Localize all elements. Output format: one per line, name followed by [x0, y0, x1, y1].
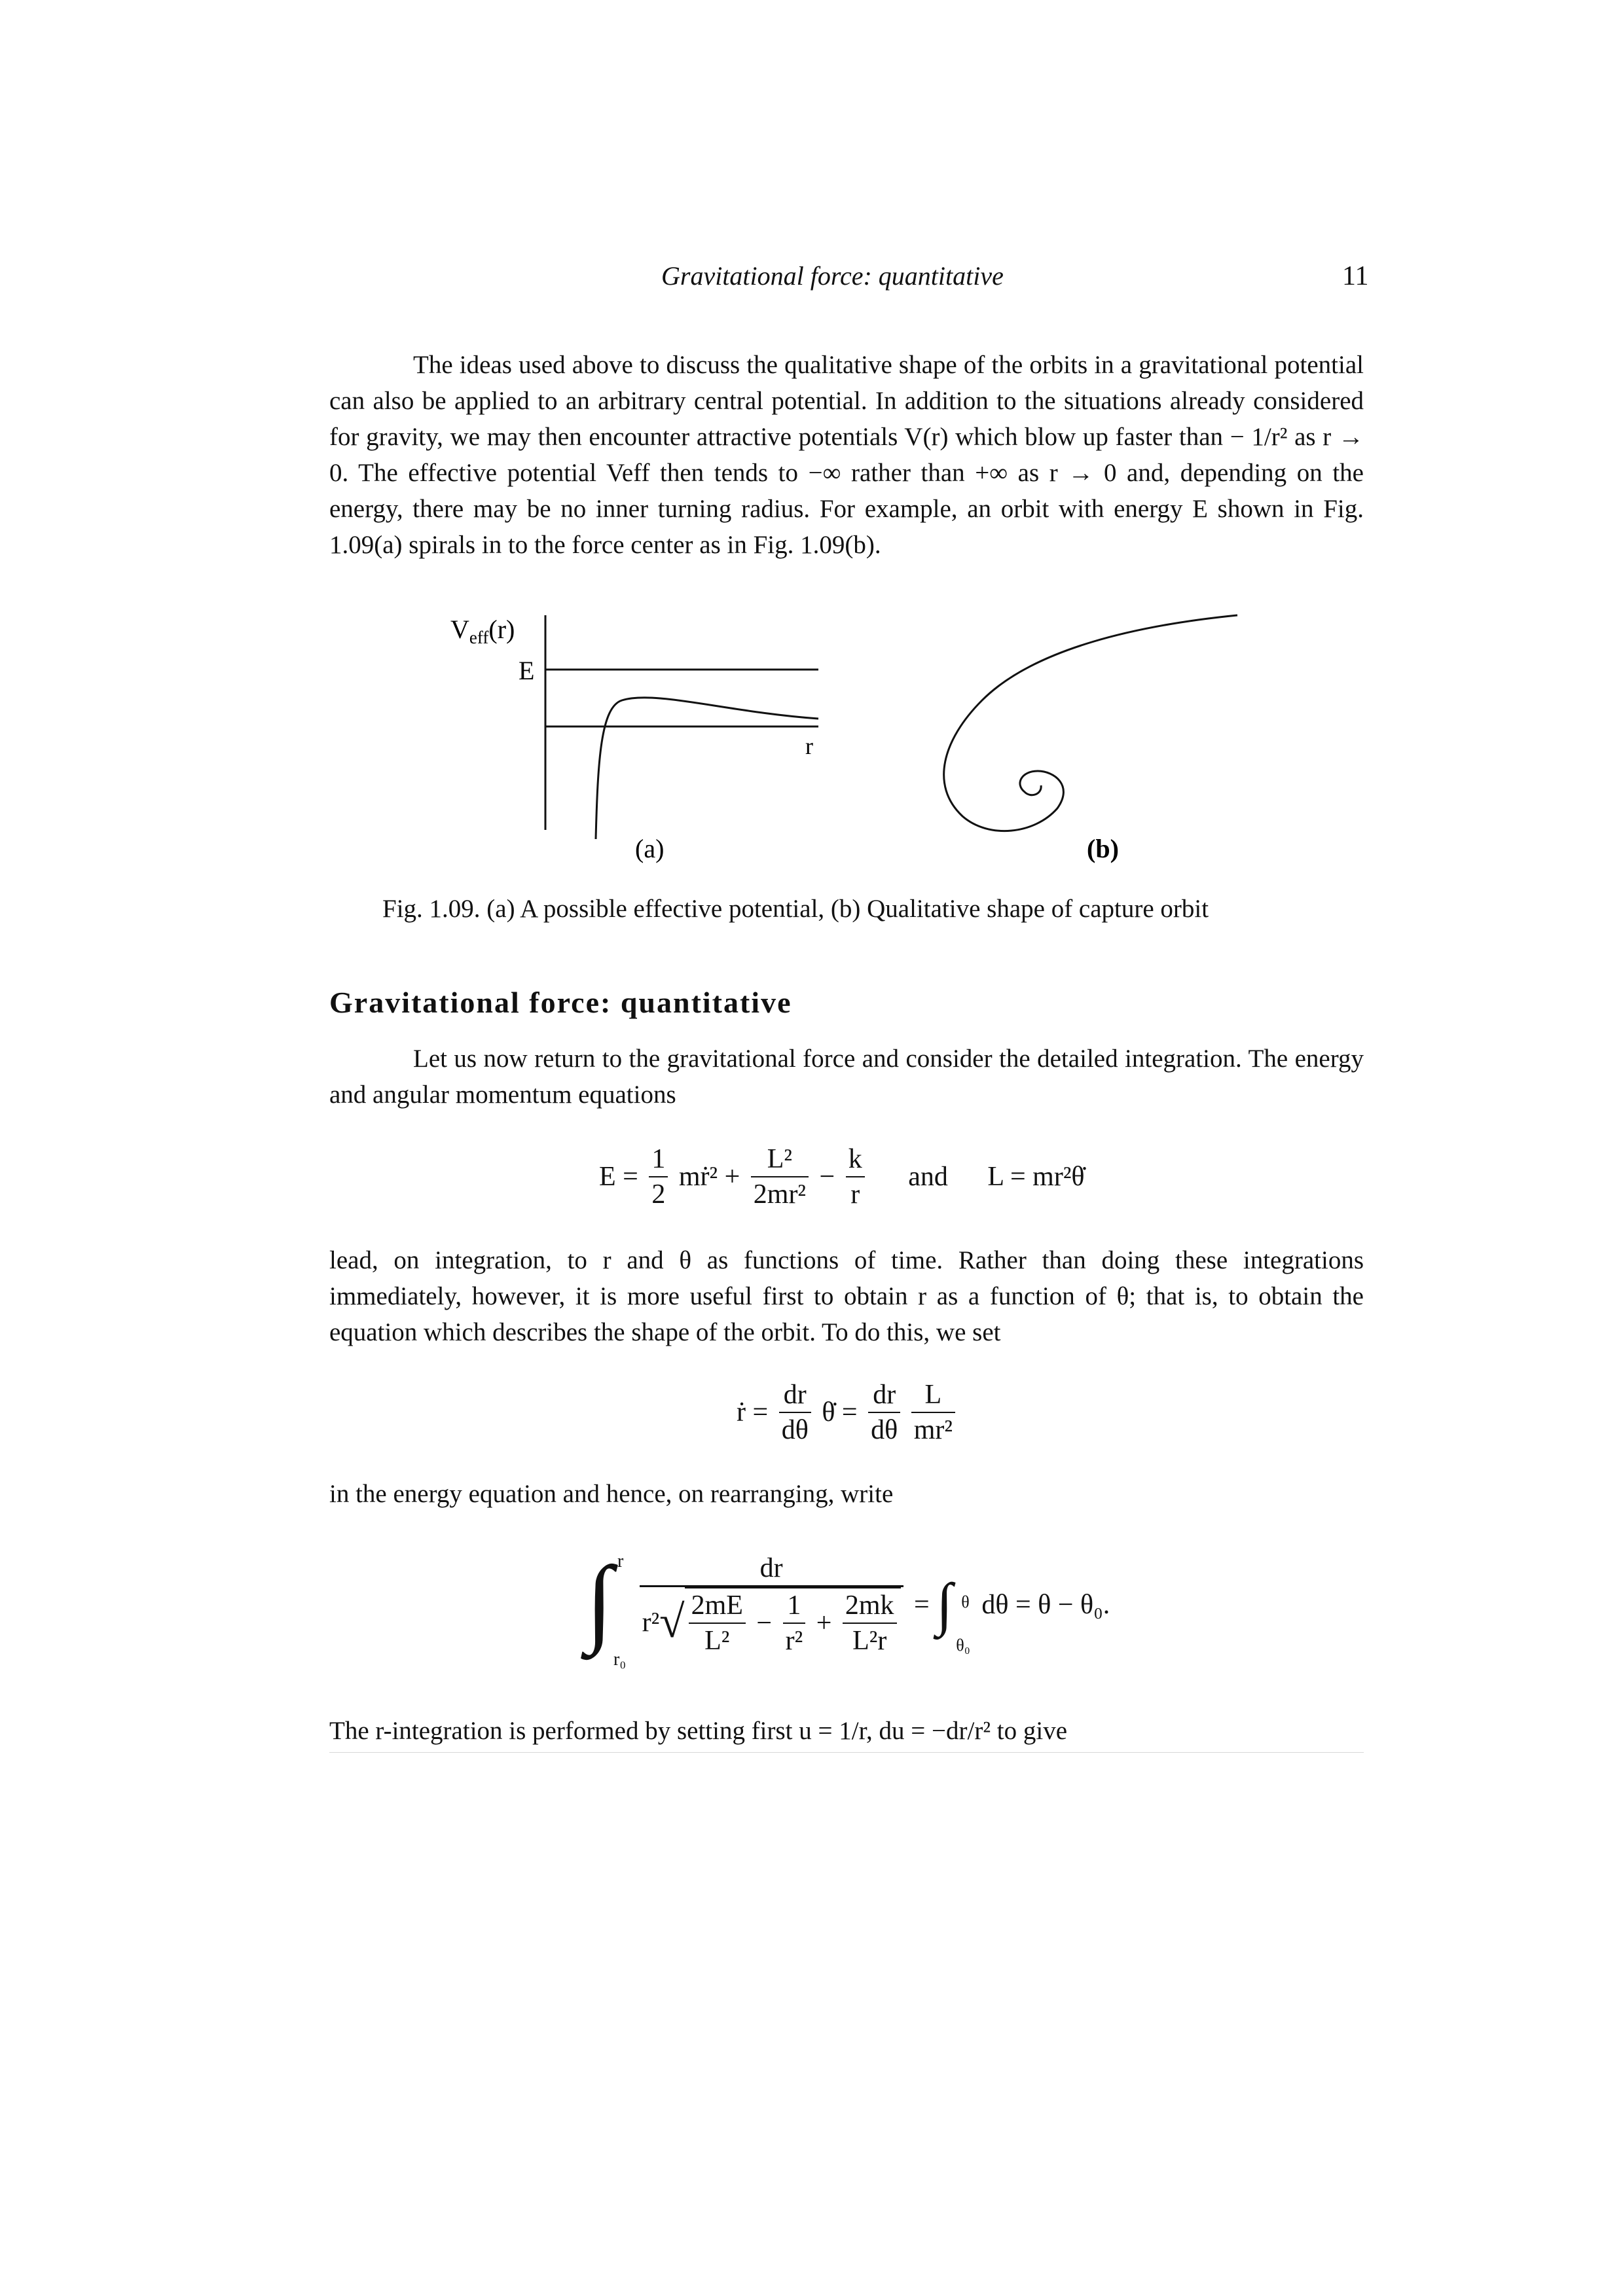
spiral-orbit-path [944, 615, 1237, 831]
panel-a-effective-potential [450, 615, 818, 863]
sqrt-sign: √ [659, 1597, 685, 1647]
paragraph-shape-of-orbit [329, 1242, 1364, 1350]
eq3-lower-limit: r₀ [613, 1649, 627, 1670]
paragraph-2-text: Let us now return to the gravitational force and consider the detailed integration. The energy and angular momentum equations [329, 1045, 1364, 1109]
panel-b-capture-orbit [944, 615, 1237, 863]
panel-a-energy-label: E [519, 656, 535, 685]
running-header-title: Gravitational force: quantitative [661, 261, 1004, 291]
eq2-dr-dtheta-fraction-2: $\frac{dr}{d\theta}$ [868, 1378, 900, 1447]
eq1-kinetic-term: mṙ² + [678, 1162, 740, 1192]
panel-a-label: (a) [635, 834, 665, 863]
panel-a-y-axis-label: $V_{eff}(r)$ [450, 615, 515, 647]
paragraph-central-potentials [329, 347, 1364, 563]
eq1-half-fraction: $\frac{1}{2}$ [649, 1142, 668, 1211]
eq1-centrifugal-fraction: $\frac{\text{L²}}{\text{2mr²}}$ [751, 1142, 809, 1211]
radial-velocity-substitution [737, 1378, 959, 1447]
figure-caption: Fig. 1.09. (a) A possible effective potential, (b) Qualitative shape of capture orbit [382, 895, 1209, 923]
page-bottom-rule [329, 1752, 1364, 1753]
section-heading: Gravitational force: quantitative [329, 986, 792, 1019]
paragraph-r-integration: The r-integration is performed by setting first u = 1/r, du = −dr/r² to give [329, 1717, 1068, 1745]
paragraph-3-text: lead, on integration, to r and θ as functions of time. Rather than doing these integrations immediately, however, it is more useful first to obtain r as a function of θ; that is, to obtain the equation which describes the shape of the orbit. To do this, we set [329, 1246, 1364, 1346]
eq3-upper-limit: r [617, 1551, 624, 1571]
panel-a-x-axis-label: r [805, 733, 813, 759]
eq1-and: and [908, 1162, 948, 1192]
paragraph-4-text: in the energy equation and hence, on rearranging, write [329, 1480, 894, 1508]
panel-b-label: (b) [1087, 834, 1119, 863]
eq3-integral-sign: ∫ [586, 1546, 613, 1655]
eq3-equals: = [914, 1589, 930, 1620]
eq3-radicand: $\frac{2mE}{\text{L²}}$ − $\frac{1}{\text{r²}}$ + $\frac{2mk}{\text{L²r}}$ [685, 1587, 901, 1658]
eq3-rhs: dθ = θ − θ₀. [981, 1589, 1110, 1620]
orbit-integral-equation [586, 1546, 1110, 1689]
eq1-lhs: E = [599, 1162, 638, 1192]
eq2-l-over-mr2-fraction: $\frac{L}{\text{mr²}}$ [911, 1378, 955, 1447]
eq3-theta-integral-sign: ∫ θ θ₀ [936, 1571, 970, 1655]
figure-1-09 [445, 609, 1270, 870]
eq2-dr-dtheta-fraction: $\frac{dr}{d\theta}$ [779, 1378, 811, 1447]
eq2-lhs: ṙ = [737, 1397, 769, 1427]
eq2-thetadot: θ̇ = [822, 1397, 858, 1427]
paragraph-1-text: The ideas used above to discuss the qualitative shape of the orbits in a gravitational potential can also be applied to an arbitrary central potential. In addition to the situations already considered for gravity, we may then encounter attractive potentials V(r) which blow up faster than − 1/r² as r → 0. The effective potential Veff then tends to −∞ rather than +∞ as r → 0 and, depending on the energy, there may be no inner turning radius. For example, an orbit with energy E shown in Fig. 1.09(a) spirals in to the force center as in Fig. 1.09(b). [329, 351, 1364, 559]
paragraph-return-to-gravity [329, 1041, 1364, 1113]
eq1-angular-momentum: L = mr²θ̇ [987, 1162, 1085, 1192]
eq3-denominator: r²√ $\frac{2mE}{\text{L²}}$ − $\frac{1}{\text{r²}}$ + $\frac{2mk}{\text{L²r}}$ [640, 1587, 903, 1658]
eq3-integrand-fraction [640, 1551, 903, 1658]
eq1-potential-fraction: $\frac{k}{r}$ [846, 1142, 865, 1211]
paragraph-rearranging [329, 1476, 1364, 1512]
energy-angular-momentum-equation [599, 1142, 1085, 1211]
eq3-numerator: dr [640, 1551, 903, 1587]
eq1-minus: − [819, 1162, 835, 1192]
page-number: 11 [1342, 261, 1369, 291]
effective-potential-curve [596, 698, 818, 839]
